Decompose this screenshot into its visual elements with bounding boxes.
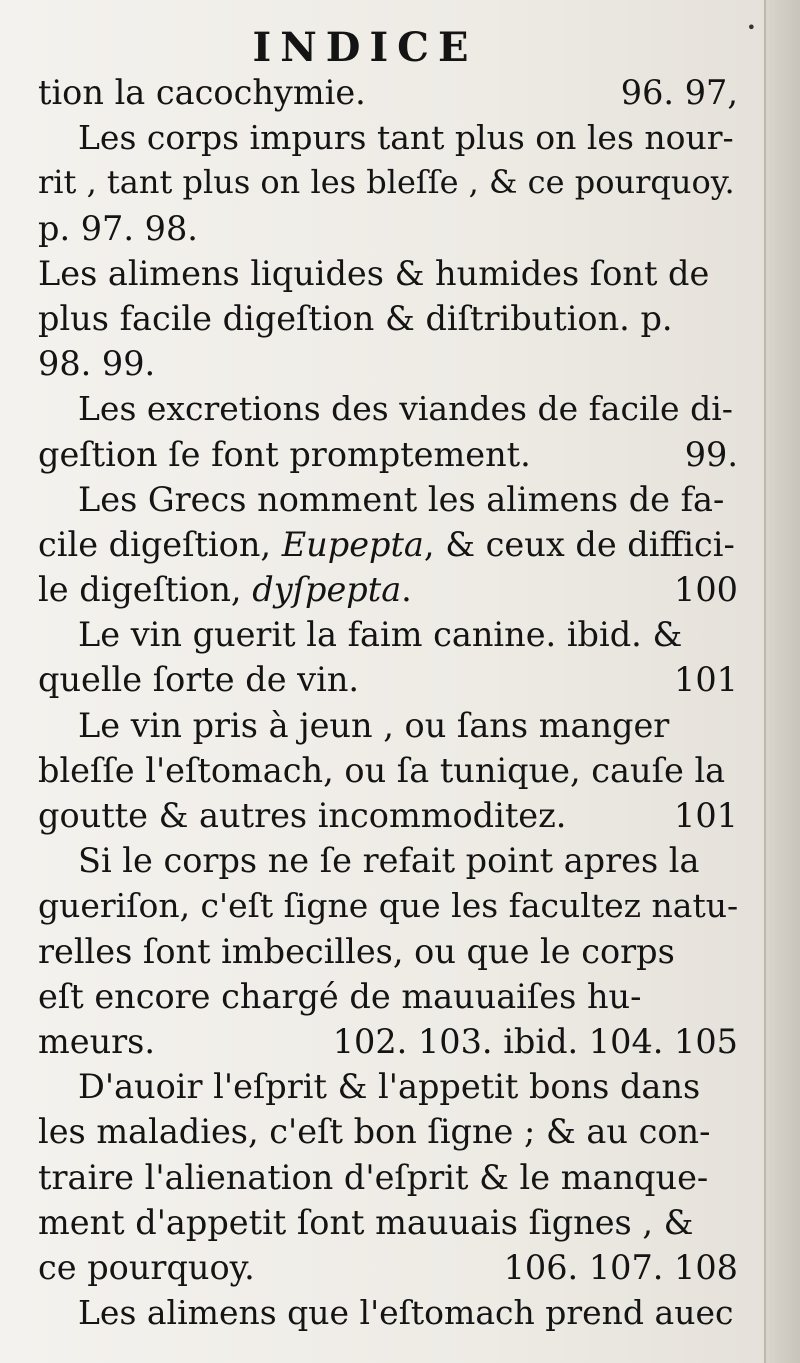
page-edge xyxy=(764,0,800,1363)
text-line: geſtion ſe font promptement. 99. xyxy=(38,434,738,474)
text-line: D'auoir l'eſprit & l'appetit bons dans xyxy=(78,1067,701,1107)
text-line: plus facile digeſtion & diſtribution. p. xyxy=(38,298,673,338)
text-line: relles ſont imbecilles, ou que le corps xyxy=(38,931,675,971)
text-line: Les alimens liquides & humides ſont de xyxy=(38,253,710,293)
text-line: eſt encore chargé de mauuaiſes hu- xyxy=(38,976,642,1016)
text-line: Les excretions des viandes de facile di- xyxy=(78,389,733,429)
index-text xyxy=(38,70,738,1335)
text-line: bleſſe l'eſtomach, ou ſa tunique, cauſe la xyxy=(38,750,726,790)
text-line: gueriſon, c'eſt ſigne que les facultez natu- xyxy=(38,886,739,926)
text-line: cile digeſtion, Eupepta , & ceux de diffici- xyxy=(38,524,735,564)
text-line: Le vin guerit la faim canine. ibid. & xyxy=(78,615,683,655)
text-line: Les corps impurs tant plus on les nour- xyxy=(78,118,734,158)
text-line: 98. 99. xyxy=(38,344,156,384)
corner-mark: • xyxy=(746,18,756,37)
text-line: goutte & autres incommoditez. 101 xyxy=(38,796,738,835)
text-line: Les Grecs nomment les alimens de fa- xyxy=(78,479,725,519)
text-line: p. 97. 98. xyxy=(38,208,198,248)
text-line: ce pourquoy. 106. 107. 108 xyxy=(38,1247,738,1287)
text-line: traire l'alienation d'eſprit & le manque- xyxy=(38,1157,709,1197)
text-line: ment d'appetit ſont mauuais ſignes , & xyxy=(38,1202,694,1242)
text-line: Si le corps ne ſe refait point apres la xyxy=(78,841,700,881)
text-line: rit , tant plus on les bleſſe , & ce pourquoy. xyxy=(38,163,735,202)
text-line: tion la cacochymie. 96. 97, xyxy=(38,73,738,112)
text-line: le digeſtion, dyſpepta . 100 xyxy=(38,570,738,610)
text-line: quelle ſorte de vin. 101 xyxy=(38,660,738,700)
text-line: Les alimens que l'eſtomach prend auec xyxy=(78,1293,734,1333)
running-head: INDICE xyxy=(252,24,478,71)
text-line: meurs. 102. 103. ibid. 104. 105 xyxy=(38,1021,738,1061)
text-line: les maladies, c'eſt bon ſigne ; & au con- xyxy=(38,1112,711,1152)
text-line: Le vin pris à jeun , ou ſans manger xyxy=(78,705,670,745)
